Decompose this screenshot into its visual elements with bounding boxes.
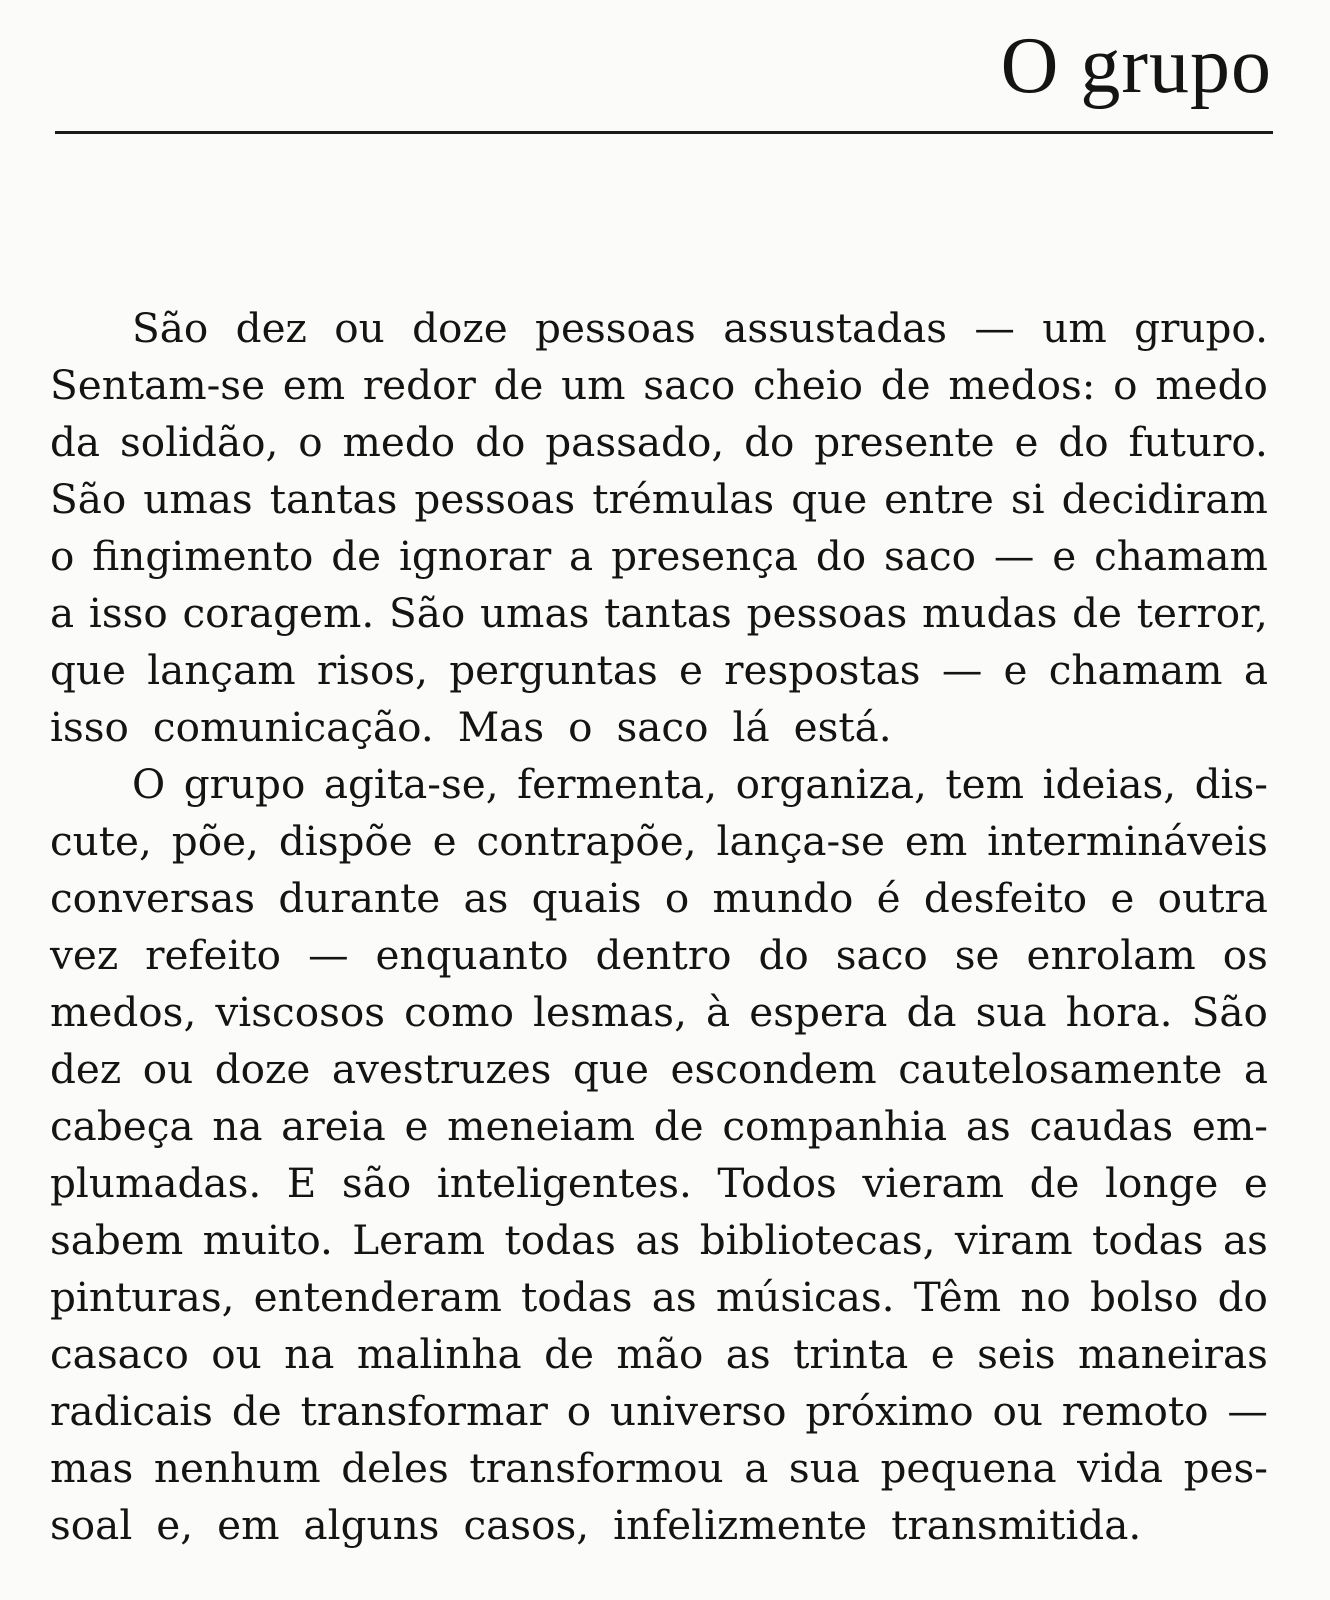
chapter-title: O grupo [1000,22,1272,110]
text-line: da solidão, o medo do passado, do presente e do futuro. [50,418,1268,466]
text-line: que lançam risos, perguntas e respostas — e chamam a [50,646,1268,694]
title-rule [55,131,1273,134]
text-line: sabem muito. Leram todas as bibliotecas, viram todas as [50,1216,1268,1264]
text-line: plumadas. E são inteligentes. Todos vieram de longe e [50,1159,1268,1207]
text-line: cabeça na areia e meneiam de companhia as caudas em- [50,1102,1268,1150]
body-text [50,300,1268,1554]
text-line: O grupo agita-se, fermenta, organiza, tem ideias, dis- [132,760,1268,808]
text-line: o fingimento de ignorar a presença do saco — e chamam [50,532,1268,580]
text-line: radicais de transformar o universo próximo ou remoto — [50,1387,1268,1435]
text-line: mas nenhum deles transformou a sua pequena vida pes- [50,1444,1268,1492]
text-line: a isso coragem. São umas tantas pessoas mudas de terror, [50,589,1268,637]
text-line: conversas durante as quais o mundo é desfeito e outra [50,874,1268,922]
text-line: cute, põe, dispõe e contrapõe, lança-se em intermináveis [50,817,1268,865]
text-line: pinturas, entenderam todas as músicas. Têm no bolso do [50,1273,1268,1321]
text-line: dez ou doze avestruzes que escondem cautelosamente a [50,1045,1268,1093]
text-line: soal e, em alguns casos, infelizmente transmitida. [50,1501,1142,1549]
text-line: São dez ou doze pessoas assustadas — um grupo. [132,304,1268,352]
text-line: isso comunicação. Mas o saco lá está. [50,703,892,751]
text-line: Sentam-se em redor de um saco cheio de medos: o medo [50,361,1268,409]
text-line: vez refeito — enquanto dentro do saco se enrolam os [50,931,1268,979]
text-line: São umas tantas pessoas trémulas que entre si decidiram [50,475,1268,523]
text-line: casaco ou na malinha de mão as trinta e seis maneiras [50,1330,1268,1378]
text-line: medos, viscosos como lesmas, à espera da sua hora. São [50,988,1268,1036]
